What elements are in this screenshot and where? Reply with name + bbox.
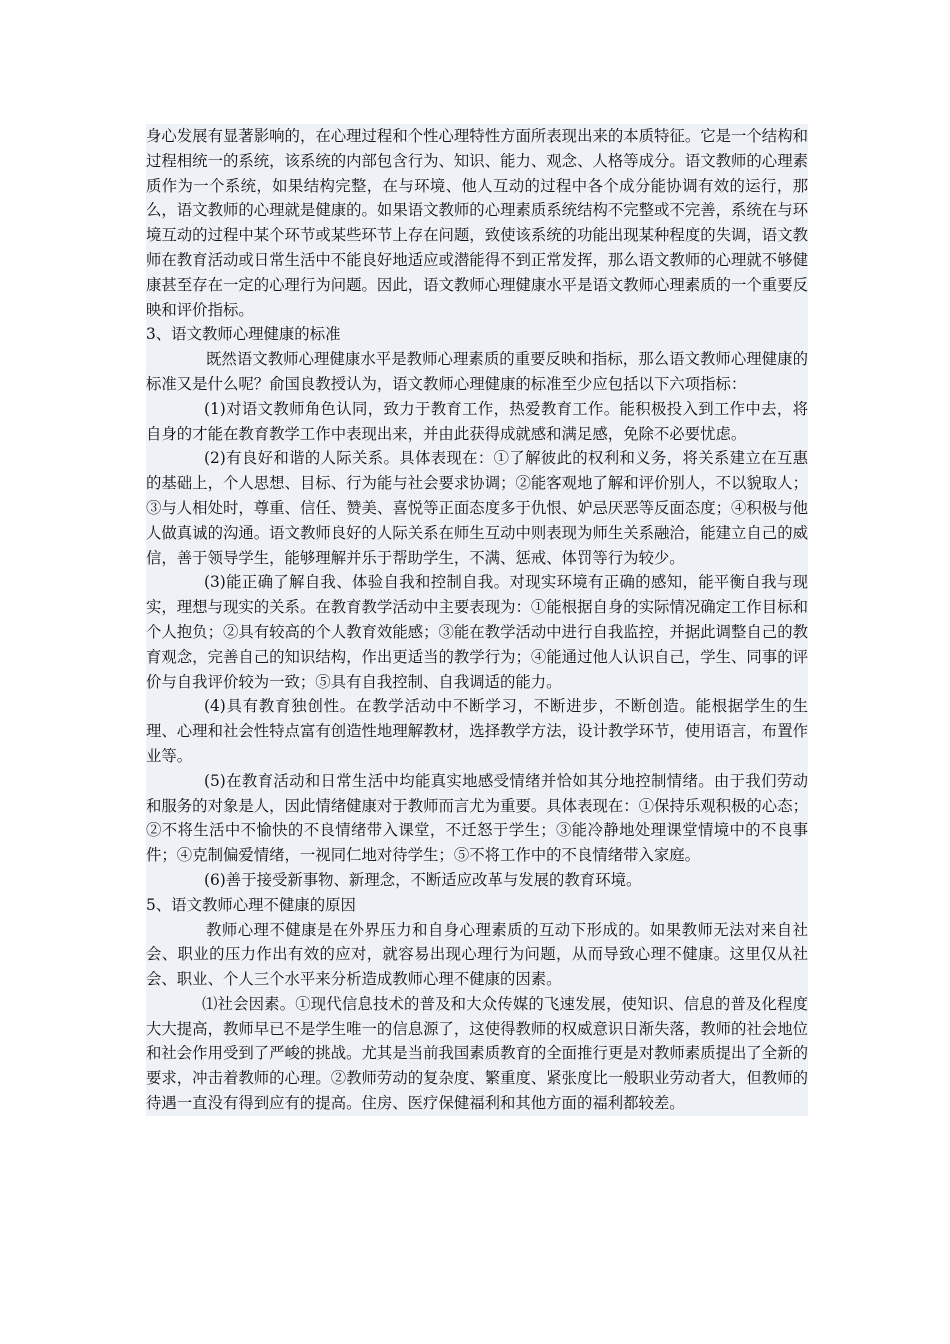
paragraph-standard-2: (2)有良好和谐的人际关系。具体表现在：①了解彼此的权利和义务，将关系建立在互惠的基础上，个人思想、目标、行为能与社会要求协调；②能客观地了解和评价别人，不以貌取人；③与人相处时，尊重、信任、赞美、喜悦等正面态度多于仇恨、妒忌厌恶等反面态度；④积极与他人做真诚的沟通。语文教师良好的人际关系在师生互动中则表现为师生关系融洽，能建立自己的威信，善于领导学生，能够理解并乐于帮助学生，不满、惩戒、体罚等行为较少。 (146, 449, 808, 567)
paragraph-standard-5: (5)在教育活动和日常生活中均能真实地感受情绪并恰如其分地控制情绪。由于我们劳动和服务的对象是人，因此情绪健康对于教师而言尤为重要。具体表现在：①保持乐观积极的心态；②不将生活中不愉快的不良情绪带入课堂，不迁怒于学生；③能冷静地处理课堂情境中的不良事件；④克制偏爱情绪，一视同仁地对待学生；⑤不将工作中的不良情绪带入家庭。 (146, 771, 808, 865)
paragraph-standard-3: (3)能正确了解自我、体验自我和控制自我。对现实环境有正确的感知，能平衡自我与现实，理想与现实的关系。在教育教学活动中主要表现为：①能根据自身的实际情况确定工作目标和个人抱负；②具有较高的个人教育效能感；③能在教学活动中进行自我监控，并据此调整自己的教育观念，完善自己的知识结构，作出更适当的教学行为；④能通过他人认识自己，学生、同事的评价与自我评价较为一致；⑤具有自我控制、自我调适的能力。 (146, 573, 808, 691)
paragraph-standards-intro: 既然语文教师心理健康水平是教师心理素质的重要反映和指标，那么语文教师心理健康的标准又是什么呢？俞国良教授认为，语文教师心理健康的标准至少应包括以下六项指标： (146, 350, 808, 393)
paragraph-standard-6: (6)善于接受新事物、新理念，不断适应改革与发展的教育环境。 (204, 870, 642, 889)
paragraph-standard-1: (1)对语文教师角色认同，致力于教育工作，热爱教育工作。能积极投入到工作中去，将自身的才能在教育教学工作中表现出来，并由此获得成就感和满足感，免除不必要忧虑。 (146, 399, 808, 443)
document-body (146, 124, 808, 1116)
paragraph-intro: 身心发展有显著影响的，在心理过程和个性心理特性方面所表现出来的本质特征。它是一个结构和过程相统一的系统，该系统的内部包含行为、知识、能力、观念、人格等成分。语文教师的心理素质作为一个系统，如果结构完整，在与环境、他人互动的过程中各个成分能协调有效的运行，那么，语文教师的心理就是健康的。如果语文教师的心理素质系统结构不完整或不完善，系统在与环境互动的过程中某个环节或某些环节上存在问题，致使该系统的功能出现某种程度的失调，语文教师在教育活动或日常生活中不能良好地适应或潜能得不到正常发挥，那么语文教师的心理就不够健康甚至存在一定的心理行为问题。因此，语文教师心理健康水平是语文教师心理素质的一个重要反映和评价指标。 (146, 127, 808, 319)
paragraph-standard-4: (4)具有教育独创性。在教学活动中不断学习，不断进步，不断创造。能根据学生的生理、心理和社会性特点富有创造性地理解教材，选择教学方法，设计教学环节，使用语言，布置作业等。 (146, 697, 808, 765)
section-heading-5: 5、语文教师心理不健康的原因 (146, 895, 356, 914)
paragraph-social-factors: ⑴社会因素。①现代信息技术的普及和大众传媒的飞速发展，使知识、信息的普及化程度大大提高，教师早已不是学生唯一的信息源了，这使得教师的权威意识日渐失落，教师的社会地位和社会作用受到了严峻的挑战。尤其是当前我国素质教育的全面推行更是对教师素质提出了全新的要求，冲击着教师的心理。②教师劳动的复杂度、繁重度、紧张度比一般职业劳动者大，但教师的待遇一直没有得到应有的提高。住房、医疗保健福利和其他方面的福利都较差。 (146, 994, 808, 1113)
paragraph-causes-intro: 教师心理不健康是在外界压力和自身心理素质的互动下形成的。如果教师无法对来自社会、职业的压力作出有效的应对，就容易出现心理行为问题，从而导致心理不健康。这里仅从社会、职业、个人三个水平来分析造成教师心理不健康的因素。 (146, 920, 808, 989)
section-heading-3: 3、语文教师心理健康的标准 (146, 325, 341, 344)
